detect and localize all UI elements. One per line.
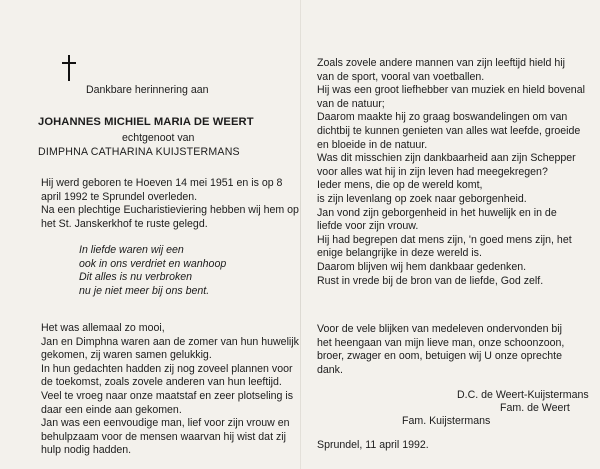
intro-text: Dankbare herinnering aan bbox=[86, 84, 209, 96]
thanks-line: het heengaan van mijn lieve man, onze schoonzoon, bbox=[317, 336, 565, 349]
story-line: daar een einde aan gekomen. bbox=[41, 403, 182, 416]
spouse-name: DIMPHNA CATHARINA KUIJSTERMANS bbox=[38, 146, 240, 158]
thanks-line: broer, zwager en oom, betuigen wij U onze oprechte bbox=[317, 350, 562, 363]
life-line: Jan vond zijn geborgenheid in het huwelijk en in de bbox=[317, 206, 557, 219]
life-line: Daarom blijven wij hem dankbaar gedenken. bbox=[317, 260, 527, 273]
poem-line: In liefde waren wij een bbox=[79, 244, 184, 256]
life-line: Hij had begrepen dat mens zijn, 'n goed mens zijn, het bbox=[317, 233, 572, 246]
signature-widow: D.C. de Weert-Kuijstermans bbox=[457, 389, 589, 401]
story-line: de toekomst, zoals zovele anderen van hun leeftijd. bbox=[41, 376, 282, 389]
life-line: voor alles wat hij in zijn leven had meegekregen? bbox=[317, 165, 548, 178]
poem bbox=[79, 244, 292, 298]
life-line: enige belangrijke in deze wereld is. bbox=[317, 247, 482, 260]
thanks-line: dank. bbox=[317, 363, 343, 376]
thanks-line: Voor de vele blijken van medeleven ondervonden bij bbox=[317, 323, 563, 335]
story-line: Het was allemaal zo mooi, bbox=[41, 322, 165, 334]
bio-paragraph bbox=[41, 177, 299, 231]
life-line: Rust in vrede bij de bron van de liefde, God zelf. bbox=[317, 274, 544, 287]
card-fold bbox=[300, 0, 301, 469]
life-line: Hij was een groot liefhebber van muziek en hield bovenal bbox=[317, 84, 585, 97]
bio-line: april 1992 te Sprundel overleden. bbox=[41, 190, 198, 203]
life-line: Daarom maakte hij zo graag boswandelingen om van bbox=[317, 111, 568, 124]
life-line: Zoals zovele andere mannen van zijn leeftijd hield hij bbox=[317, 57, 565, 69]
relation-text: echtgenoot van bbox=[122, 132, 195, 144]
life-line: van de sport, vooral van voetballen. bbox=[317, 70, 485, 83]
story-line: In hun gedachten hadden zij nog zoveel plannen voor bbox=[41, 362, 293, 375]
bio-line: Hij werd geboren te Hoeven 14 mei 1951 en is op 8 bbox=[41, 177, 283, 189]
place-date: Sprundel, 11 april 1992. bbox=[317, 439, 429, 451]
life-paragraph bbox=[317, 57, 583, 288]
life-line: Was dit misschien zijn dankbaarheid aan zijn Schepper bbox=[317, 152, 576, 165]
story-line: behulpzaam voor de mensen waarvan hij wist dat zij bbox=[41, 430, 286, 443]
poem-line: Dit alles is nu verbroken bbox=[79, 271, 193, 284]
bio-line: Na een plechtige Eucharistieviering hebben wij hem op bbox=[41, 204, 299, 217]
story-line: Jan was een eenvoudige man, lief voor zijn vrouw en bbox=[41, 417, 290, 430]
cross-icon bbox=[62, 55, 76, 81]
story-line: hulp nodig hadden. bbox=[41, 444, 132, 457]
life-line: liefde voor zijn vrouw. bbox=[317, 220, 419, 233]
life-line: is zijn levenlang op zoek naar geborgenheid. bbox=[317, 192, 527, 205]
life-line: Ieder mens, die op de wereld komt, bbox=[317, 179, 483, 192]
poem-line: ook in ons verdriet en wanhoop bbox=[79, 257, 227, 270]
deceased-name: JOHANNES MICHIEL MARIA DE WEERT bbox=[38, 116, 254, 128]
bio-line: het St. Janskerkhof te ruste gelegd. bbox=[41, 217, 208, 230]
story-line: Veel te vroeg naar onze maatstaf en zeer plotseling is bbox=[41, 389, 294, 402]
signature-family-de-weert: Fam. de Weert bbox=[500, 402, 570, 414]
life-line: en bloeide in de natuur. bbox=[317, 138, 428, 151]
story-paragraph bbox=[41, 322, 299, 458]
life-line: van de natuur; bbox=[317, 97, 385, 110]
signature-family-kuijstermans: Fam. Kuijstermans bbox=[402, 415, 491, 427]
poem-line: nu je niet meer bij ons bent. bbox=[79, 284, 210, 297]
story-line: Jan en Dimphna waren aan de zomer van hun huwelijk bbox=[41, 335, 299, 348]
life-line: dichtbij te kunnen genieten van alles wat leefde, groeide bbox=[317, 124, 581, 137]
thanks-paragraph bbox=[317, 323, 583, 377]
story-line: gekomen, zij waren samen gelukkig. bbox=[41, 349, 212, 362]
